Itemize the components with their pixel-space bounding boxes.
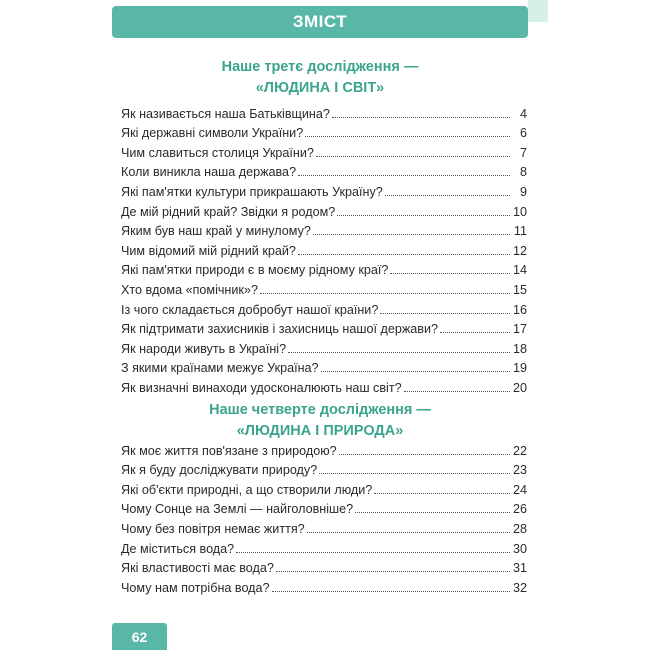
toc-entry-title: Чому без повітря немає життя? xyxy=(121,521,305,536)
toc-entry[interactable] xyxy=(121,536,527,556)
toc-entry-title: Чим славиться столиця України? xyxy=(121,145,314,160)
toc-entry-title: Які пам'ятки природи є в моєму рідному краї? xyxy=(121,263,389,278)
toc-entry-title: З якими країнами межує Україна? xyxy=(121,361,319,376)
toc-entry-page: 7 xyxy=(519,145,527,160)
toc-entry-title: Як визначні винаходи удосконалюють наш світ? xyxy=(121,380,402,395)
toc-entry-title: Де міститься вода? xyxy=(121,541,235,556)
toc-entry[interactable] xyxy=(121,438,527,458)
section-heading-line1: Наше третє дослідження — xyxy=(221,59,419,75)
section-heading-world xyxy=(112,57,528,99)
toc-entry[interactable] xyxy=(121,179,527,199)
toc-entry-title: Які об'єкти природні, а що створили люди? xyxy=(121,482,373,497)
toc-entry-page: 28 xyxy=(512,521,527,536)
toc-entry-page: 10 xyxy=(512,204,527,219)
toc-entry-page: 23 xyxy=(512,463,527,478)
toc-entry[interactable] xyxy=(121,121,527,141)
toc-entry[interactable] xyxy=(121,297,527,317)
toc-entry-title: Чим відомий мій рідний край? xyxy=(121,243,296,258)
toc-entry[interactable] xyxy=(121,375,527,395)
toc-entry-title: Які пам'ятки культури прикрашають Україну? xyxy=(121,184,383,199)
toc-entry-page: 19 xyxy=(512,361,527,376)
page-number: 62 xyxy=(131,628,148,645)
toc-entry-title: Чому Сонце на Землі — найголовніше? xyxy=(121,502,354,517)
toc-entry[interactable] xyxy=(121,458,527,478)
dot-leader xyxy=(276,571,510,572)
toc-entry-page: 17 xyxy=(512,322,527,337)
section-heading-line2: «ЛЮДИНА І СВІТ» xyxy=(255,80,385,96)
dot-leader xyxy=(385,195,510,196)
contents-header-bar xyxy=(112,6,528,38)
toc-entry-title: Які державні символи України? xyxy=(121,126,304,141)
toc-entry-page: 16 xyxy=(512,302,527,317)
dot-leader xyxy=(288,352,510,353)
toc-entry[interactable] xyxy=(121,497,527,517)
toc-entry-title: Які властивості має вода? xyxy=(121,561,274,576)
toc-entry-title: Як народи живуть в Україні? xyxy=(121,341,287,356)
dot-leader xyxy=(380,313,510,314)
toc-entry-page: 9 xyxy=(519,184,527,199)
dot-leader xyxy=(272,591,510,592)
toc-entry-title: Де мій рідний край? Звідки я родом? xyxy=(121,204,336,219)
toc-list-world xyxy=(121,101,527,395)
toc-entry[interactable] xyxy=(121,160,527,180)
dot-leader xyxy=(305,136,510,137)
toc-entry[interactable] xyxy=(121,317,527,337)
toc-entry-page: 11 xyxy=(513,224,527,239)
toc-entry[interactable] xyxy=(121,356,527,376)
toc-entry-page: 8 xyxy=(519,165,527,180)
page-number-badge xyxy=(112,623,167,650)
dot-leader xyxy=(339,454,510,455)
toc-entry-page: 15 xyxy=(512,282,527,297)
toc-entry-title: Із чого складається добробут нашої країни? xyxy=(121,302,379,317)
dot-leader xyxy=(316,156,510,157)
dot-leader xyxy=(236,552,510,553)
toc-entry[interactable] xyxy=(121,477,527,497)
toc-entry[interactable] xyxy=(121,199,527,219)
toc-entry-title: Хто вдома «помічник»? xyxy=(121,282,258,297)
header-tab-decoration xyxy=(528,0,548,22)
toc-list-nature xyxy=(121,438,527,595)
dot-leader xyxy=(307,532,510,533)
toc-entry[interactable] xyxy=(121,140,527,160)
toc-entry-page: 30 xyxy=(512,541,527,556)
dot-leader xyxy=(440,332,510,333)
toc-entry-page: 32 xyxy=(512,580,527,595)
section-heading-line1: Наше четверте дослідження — xyxy=(209,402,431,418)
toc-entry-page: 26 xyxy=(512,502,527,517)
section-heading-line2: «ЛЮДИНА І ПРИРОДА» xyxy=(236,423,404,439)
toc-entry-page: 24 xyxy=(512,482,527,497)
toc-entry-title: Як називається наша Батьківщина? xyxy=(121,106,330,121)
toc-entry[interactable] xyxy=(121,336,527,356)
toc-entry[interactable] xyxy=(121,556,527,576)
dot-leader xyxy=(298,175,510,176)
toc-entry-page: 4 xyxy=(519,106,527,121)
dot-leader xyxy=(337,215,510,216)
toc-entry-page: 12 xyxy=(512,243,527,258)
dot-leader xyxy=(321,371,510,372)
toc-entry-title: Чому нам потрібна вода? xyxy=(121,580,270,595)
dot-leader xyxy=(260,293,510,294)
toc-entry-page: 22 xyxy=(512,443,527,458)
toc-entry[interactable] xyxy=(121,238,527,258)
toc-entry[interactable] xyxy=(121,516,527,536)
toc-entry-title: Яким був наш край у минулому? xyxy=(121,224,311,239)
dot-leader xyxy=(332,117,510,118)
toc-entry-page: 31 xyxy=(512,561,527,576)
toc-entry-page: 20 xyxy=(512,380,527,395)
contents-title: ЗМІСТ xyxy=(292,12,348,31)
toc-entry-title: Як підтримати захисників і захисниць нашої держави? xyxy=(121,322,439,337)
dot-leader xyxy=(404,391,510,392)
dot-leader xyxy=(313,234,510,235)
toc-entry-page: 14 xyxy=(512,263,527,278)
toc-entry-page: 6 xyxy=(519,126,527,141)
toc-entry-page: 18 xyxy=(512,341,527,356)
toc-entry-title: Коли виникла наша держава? xyxy=(121,165,297,180)
section-heading-nature xyxy=(112,400,528,442)
toc-entry[interactable] xyxy=(121,101,527,121)
dot-leader xyxy=(355,512,510,513)
dot-leader xyxy=(298,254,510,255)
dot-leader xyxy=(319,473,510,474)
toc-entry[interactable] xyxy=(121,277,527,297)
toc-entry[interactable] xyxy=(121,258,527,278)
dot-leader xyxy=(374,493,510,494)
toc-entry[interactable] xyxy=(121,575,527,595)
toc-entry-title: Як я буду досліджувати природу? xyxy=(121,463,318,478)
toc-entry-title: Як моє життя пов'язане з природою? xyxy=(121,443,337,458)
dot-leader xyxy=(390,273,510,274)
toc-entry[interactable] xyxy=(121,219,527,239)
